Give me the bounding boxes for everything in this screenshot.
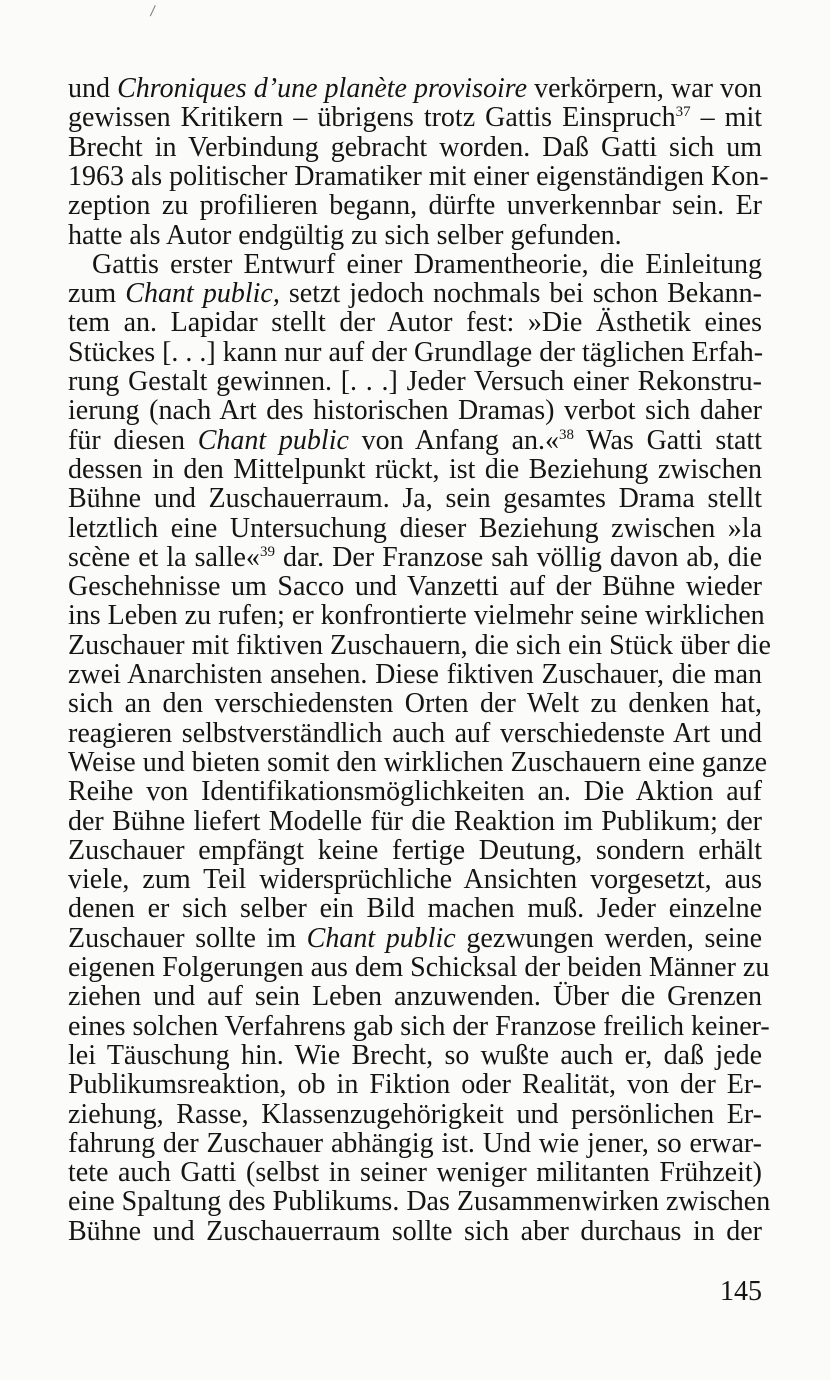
text-line xyxy=(68,982,762,1012)
text-line xyxy=(68,484,762,514)
text-run: hatte als Autor endgültig zu sich selber gefunden. xyxy=(68,219,622,251)
text-line xyxy=(68,1217,762,1247)
text-run: viele, zum Teil widersprüchliche Ansichten vorgesetzt, aus xyxy=(68,864,762,896)
text-line xyxy=(68,719,762,749)
italic-title: Chant public xyxy=(306,922,456,954)
text-run: zeption zu profilieren begann, dürfte unverkennbar sein. Er xyxy=(68,190,762,222)
text-run: scène et la salle« xyxy=(68,541,260,573)
text-line xyxy=(68,629,771,661)
text-run: Brecht in Verbindung gebracht worden. Daß Gatti sich um xyxy=(68,131,762,163)
text-run: Stückes [. . .] kann nur auf der Grundlage der täglichen Erfah- xyxy=(68,336,764,368)
text-line xyxy=(68,865,762,895)
text-run: zwei Anarchisten ansehen. Diese fiktiven Zuschauer, die man xyxy=(68,659,762,690)
text-run: letztlich eine Untersuchung dieser Beziehung zwischen »la xyxy=(68,512,762,544)
text-line xyxy=(68,426,762,456)
footnote-marker: 37 xyxy=(675,104,691,121)
text-line xyxy=(68,308,762,338)
text-run: ziehung, Rasse, Klassenzugehörigkeit und persönlichen Er- xyxy=(68,1098,762,1130)
text-run: gezwungen werden, seine xyxy=(455,922,763,954)
text-run: ziehen und auf sein Leben anzuwenden. Über die Grenzen xyxy=(68,981,762,1013)
text-run: von Anfang an.« xyxy=(348,424,560,456)
text-run: ierung (nach Art des historischen Dramas) verbot sich daher xyxy=(68,395,762,427)
text-run: ins Leben zu rufen; er konfrontierte vielmehr seine wirklichen xyxy=(68,600,765,632)
text-line xyxy=(68,514,762,544)
text-run: reagieren selbstverständlich auch auf verschiedenste Art und xyxy=(68,717,762,749)
text-run: tem an. Lapidar stellt der Autor fest: »Die Ästhetik eines xyxy=(68,307,762,339)
text-line xyxy=(68,660,762,690)
text-run: dar. Der Franzose sah völlig davon ab, die xyxy=(274,541,762,573)
text-run: lei Täuschung hin. Wie Brecht, so wußte auch er, daß jede xyxy=(68,1039,762,1071)
text-run: gewissen Kritikern – übrigens trotz Gattis Einspruch xyxy=(68,102,676,134)
text-line xyxy=(68,1158,762,1188)
text-run: Gattis erster Entwurf einer Dramentheorie, die Einleitung xyxy=(92,248,762,280)
text-line xyxy=(68,338,762,368)
text-line xyxy=(68,924,762,954)
text-run: sich an den verschiedensten Orten der Welt zu denken hat, xyxy=(68,688,762,720)
text-line xyxy=(68,396,762,426)
text-line xyxy=(68,1186,771,1218)
text-run: Was Gatti statt xyxy=(574,424,762,456)
text-line xyxy=(68,807,762,837)
text-run: verkörpern, war von xyxy=(527,73,763,104)
text-line xyxy=(68,367,762,397)
text-run: zum xyxy=(68,278,126,310)
text-line xyxy=(68,894,762,924)
text-run: Bühne und Zuschauerraum sollte sich aber durchaus in der xyxy=(68,1215,762,1247)
text-line xyxy=(68,836,762,866)
text-run: Weise und bieten somit den wirklichen Zuschauern eine ganze xyxy=(68,746,768,778)
footnote-marker: 39 xyxy=(259,543,275,560)
text-line xyxy=(68,221,762,251)
text-line xyxy=(68,279,762,309)
text-run: tete auch Gatti (selbst in seiner weniger militanten Frühzeit) xyxy=(68,1157,762,1189)
text-run: 1963 als politischer Dramatiker mit einer eigenständigen Kon- xyxy=(68,160,769,192)
text-run: Bühne und Zuschauerraum. Ja, sein gesamtes Drama stellt xyxy=(68,483,762,515)
text-line xyxy=(68,572,762,602)
italic-title: Chant public, xyxy=(125,278,280,310)
text-run: Zuschauer sollte im xyxy=(68,922,307,954)
text-run: fahrung der Zuschauer abhängig ist. Und wie jener, so erwar- xyxy=(68,1127,762,1159)
text-run: setzt jedoch nochmals bei schon Bekann- xyxy=(279,278,762,310)
text-line xyxy=(68,1041,762,1071)
text-run: der Bühne liefert Modelle für die Reaktion im Publikum; der xyxy=(68,805,762,837)
footnote-marker: 38 xyxy=(559,426,575,443)
italic-title: Chroniques d’une planète provisoire xyxy=(117,73,528,104)
page-number: 145 xyxy=(720,1276,762,1307)
text-run: Geschehnisse um Sacco und Vanzetti auf der Bühne wieder xyxy=(68,571,762,603)
text-line xyxy=(68,133,762,163)
text-line xyxy=(68,600,765,632)
text-line xyxy=(68,746,768,778)
text-run: eigenen Folgerungen aus dem Schicksal der beiden Männer zu xyxy=(68,952,770,983)
text-run: rung Gestalt gewinnen. [. . .] Jeder Versuch einer Rekonstru- xyxy=(68,366,762,397)
text-line xyxy=(68,777,762,807)
text-line xyxy=(68,1100,762,1130)
text-line xyxy=(68,103,762,133)
text-run: Publikumsreaktion, ob in Fiktion oder Realität, von der Er- xyxy=(68,1069,762,1101)
text-run: denen er sich selber ein Bild machen muß. Jeder einzelne xyxy=(68,893,762,925)
text-line xyxy=(68,689,762,719)
text-run: Reihe von Identifikationsmöglichkeiten an. Die Aktion auf xyxy=(68,776,762,808)
text-line xyxy=(68,543,762,573)
text-line xyxy=(68,191,762,221)
text-line xyxy=(68,74,762,104)
italic-title: Chant public xyxy=(197,424,349,456)
text-run: eine Spaltung des Publikums. Das Zusammenwirken zwischen xyxy=(68,1186,771,1218)
text-line xyxy=(68,455,762,485)
text-line xyxy=(92,250,762,280)
text-run: für diesen xyxy=(68,424,198,456)
text-run: Zuschauer empfängt keine fertige Deutung, sondern erhält xyxy=(68,834,762,866)
text-run: und xyxy=(68,73,118,104)
text-line xyxy=(68,160,769,192)
text-run: dessen in den Mittelpunkt rückt, ist die Beziehung zwischen xyxy=(68,453,762,485)
text-line xyxy=(68,1129,762,1159)
scan-mark xyxy=(150,5,161,19)
text-run: eines solchen Verfahrens gab sich der Franzose freilich keiner- xyxy=(68,1010,770,1042)
text-line xyxy=(68,1010,770,1042)
text-line xyxy=(68,1070,762,1100)
text-line xyxy=(68,952,770,983)
text-run: Zuschauer mit fiktiven Zuschauern, die sich ein Stück über die xyxy=(68,629,771,661)
text-run: – mit xyxy=(690,102,763,134)
